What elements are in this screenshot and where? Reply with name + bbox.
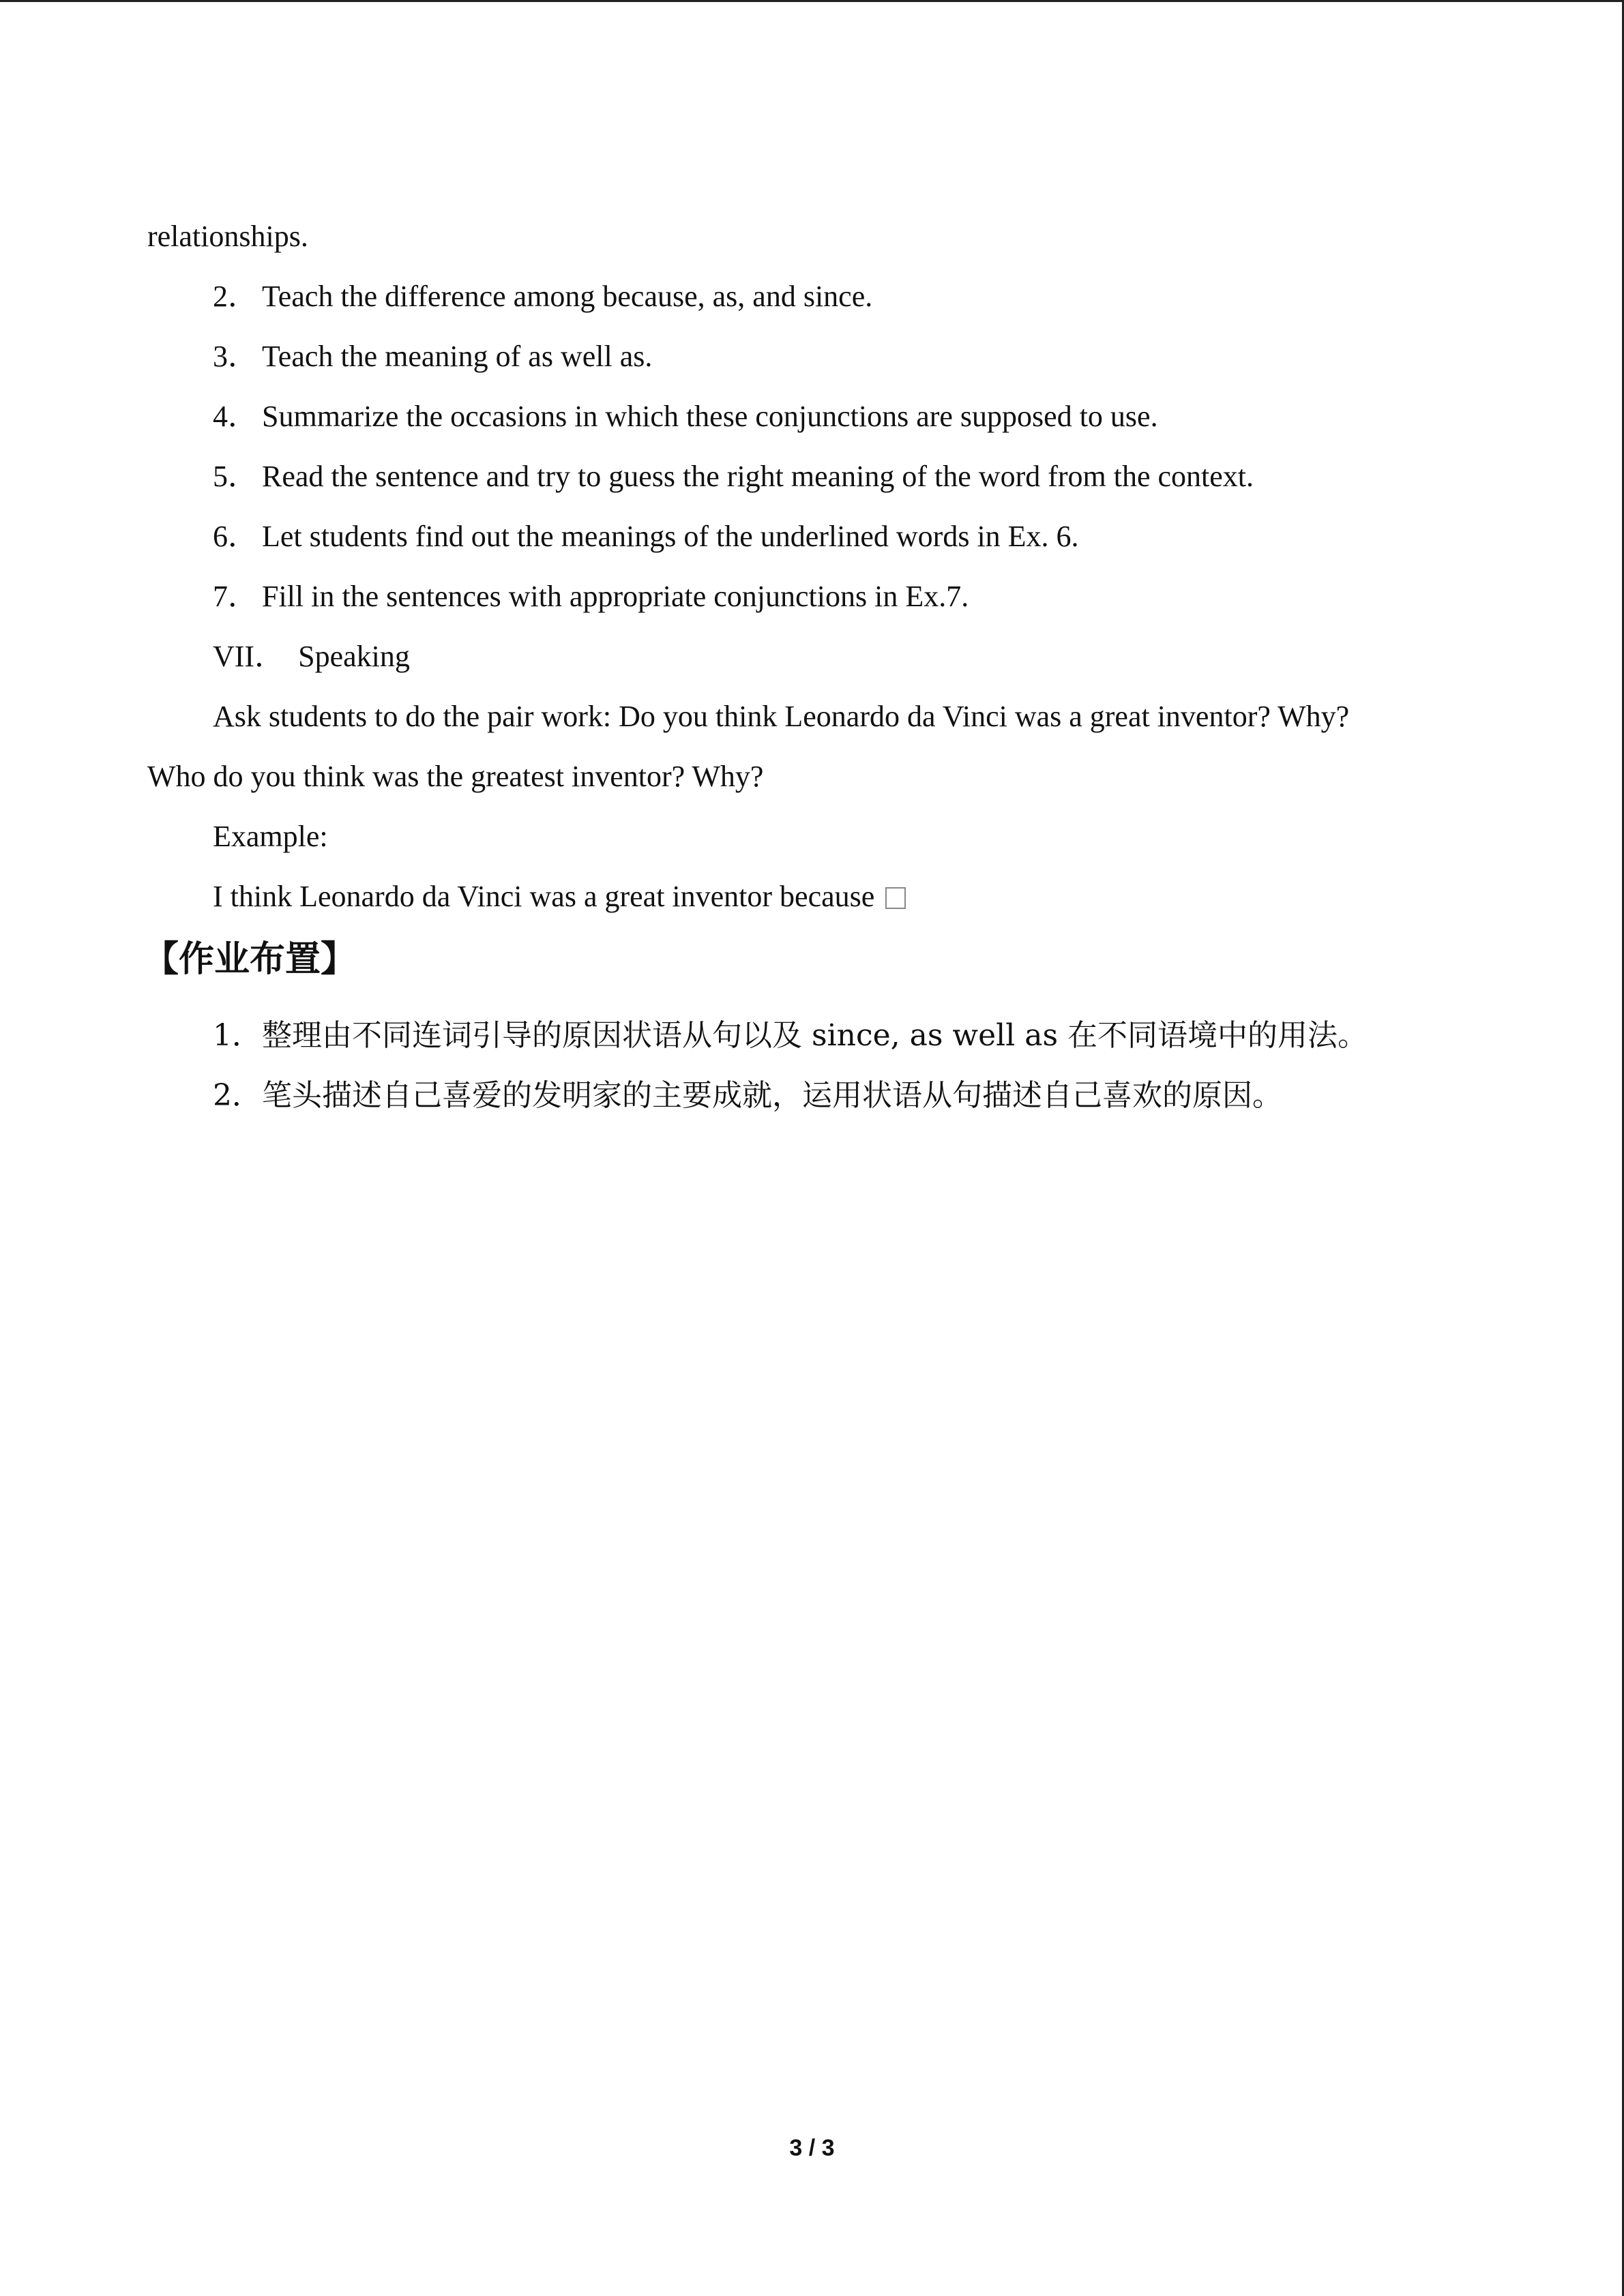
continuation-text: relationships.	[147, 220, 308, 253]
speaking-prompt-line-2: Who do you think was the greatest inventor? Why?	[147, 760, 764, 793]
step-text: Let students find out the meanings of the underlined words in Ex. 6.	[262, 520, 1079, 553]
step-item	[147, 447, 1484, 507]
homework-heading: 【作业布置】	[143, 939, 357, 980]
step-text: Summarize the occasions in which these conjunctions are supposed to use.	[262, 400, 1158, 433]
step-text: Teach the difference among because, as, and since.	[262, 280, 873, 313]
missing-glyph-box-icon	[885, 887, 906, 909]
step-item	[147, 507, 1484, 567]
step-item	[147, 267, 1484, 327]
homework-number: 1．	[213, 1018, 262, 1053]
homework-number: 2．	[213, 1078, 262, 1113]
speaking-heading	[147, 627, 1484, 687]
step-text: Teach the meaning of as well as.	[262, 340, 653, 373]
step-number: 5．	[213, 460, 258, 493]
step-number: 4．	[213, 400, 258, 433]
step-item	[147, 327, 1484, 387]
page-number: 3 / 3	[789, 2135, 835, 2161]
speaking-title: Speaking	[298, 640, 410, 673]
speaking-numeral: VII．	[213, 640, 285, 673]
homework-text: 整理由不同连词引导的原因状语从句以及 since, as well as 在不同语境中的用法。	[262, 1018, 1368, 1053]
homework-text: 笔头描述自己喜爱的发明家的主要成就，运用状语从句描述自己喜欢的原因。	[262, 1078, 1282, 1113]
step-item	[147, 567, 1484, 627]
example-sentence	[147, 867, 1484, 927]
page-content	[143, 207, 1484, 1126]
step-number: 7．	[213, 580, 258, 613]
step-number: 3．	[213, 340, 258, 373]
step-text: Read the sentence and try to guess the right meaning of the word from the context.	[262, 460, 1254, 493]
step-number: 2．	[213, 280, 258, 313]
step-number: 6．	[213, 520, 258, 553]
speaking-prompt-line-1: Ask students to do the pair work: Do you think Leonardo da Vinci was a great inventor? Why?	[213, 700, 1350, 733]
step-text: Fill in the sentences with appropriate conjunctions in Ex.7.	[262, 580, 969, 613]
homework-item	[147, 1006, 1484, 1066]
homework-item	[147, 1066, 1484, 1126]
step-item	[147, 387, 1484, 447]
example-label: Example:	[213, 820, 328, 853]
example-text: I think Leonardo da Vinci was a great inventor because	[213, 880, 875, 913]
